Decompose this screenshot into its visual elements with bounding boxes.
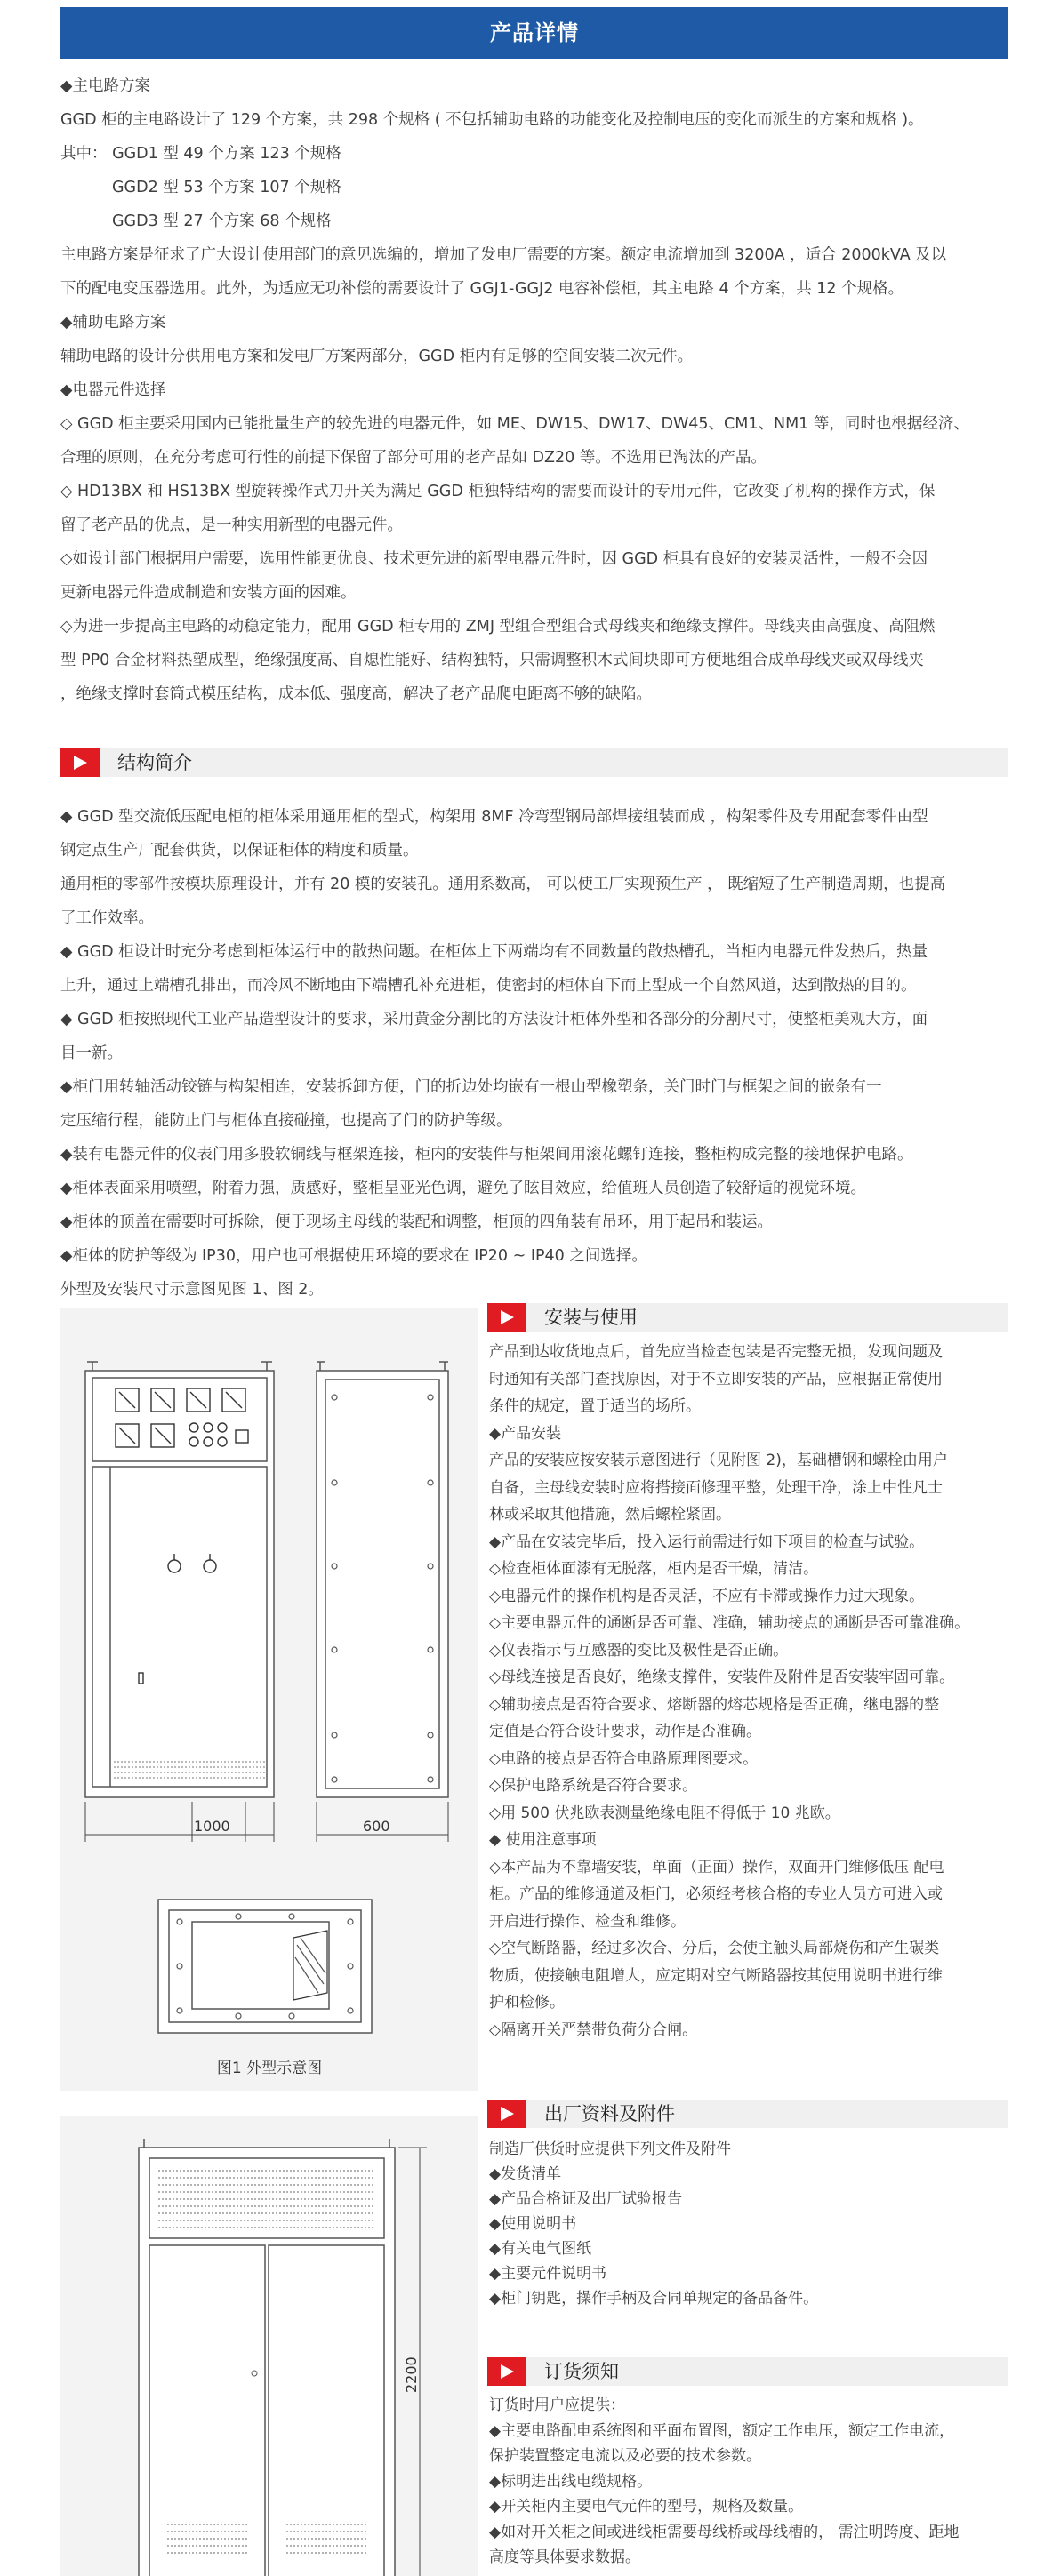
text-line: ◆主要元件说明书 [489, 2265, 607, 2283]
section-header-structure [60, 748, 1008, 777]
text-line: ◆装有电器元件的仪表门用多股软铜线与框架连接，柜内的安装件与柜架间用滚花螺钉连接，整柜构成完整的接地保护电路。 [60, 1146, 913, 1164]
text-line: 留了老产品的优点，是一种实用新型的电器元件。 [60, 516, 403, 534]
text-line: ◆柜体表面采用喷塑，附着力强，质感好，整柜呈亚光色调，避免了眩目效应，给值班人员创造了较舒适的视觉环境。 [60, 1180, 866, 1197]
text-line: GGD 柜的主电路设计了 129 个方案，共 298 个规格 ( 不包括辅助电路的功能变化及控制电压的变化而派生的方案和规格 )。 [60, 111, 924, 129]
text-line: ◇ GGD 柜主要采用国内已能批量生产的较先进的电器元件，如 ME、DW15、DW17、DW45、CM1、NM1 等，同时也根据经济、 [60, 415, 969, 433]
order-section [489, 2393, 1010, 2571]
text-line: ◇保护电路系统是否符合要求。 [489, 1777, 698, 1795]
text-line: 制造厂供货时应提供下列文件及附件 [489, 2140, 731, 2158]
text-line: 林或采取其他措施，然后螺栓紧固。 [489, 1506, 731, 1524]
text-line: ◇电路的接点是否符合电路原理图要求。 [489, 1749, 759, 1768]
page-title: 产品详情 [60, 7, 1008, 59]
text-line: 型 PP0 合金材料热塑成型，绝缘强度高、自熄性能好、结构独特，只需调整积木式间块即可方便地组合成单母线夹或双母线夹 [60, 652, 924, 669]
text-line: ◆开关柜内主要电气元件的型号，规格及数量。 [489, 2498, 804, 2516]
section-title: 结构简介 [117, 752, 192, 773]
factory-section [489, 2137, 1010, 2311]
play-icon [487, 2357, 526, 2386]
text-line: 钢定点生产厂配套供货，以保证柜体的精度和质量。 [60, 842, 419, 860]
text-line: ◇母线连接是否良好，绝缘支撑件，安装件及附件是否安装牢固可靠。 [489, 1668, 955, 1686]
text-line: ◇辅助接点是否符合要求、熔断器的熔芯规格是否正确，继电器的整 [489, 1695, 940, 1714]
text-line: ◆主电路方案 [60, 77, 150, 95]
intro-section [60, 69, 1008, 711]
section-title: 出厂资料及附件 [544, 2103, 675, 2124]
text-line: 更新电器元件造成制造和安装方面的困难。 [60, 584, 357, 602]
text-line: 主电路方案是征求了广大设计使用部门的意见选编的，增加了发电厂需要的方案。额定电流增加到 3200A ，适合 2000kVA 及以 [60, 246, 947, 264]
figure-1 [60, 1308, 478, 2091]
text-line: ◆ GGD 柜设计时充分考虑到柜体运行中的散热问题。在柜体上下两端均有不同数量的散热槽孔，当柜内电器元件发热后，热量 [60, 943, 928, 961]
text-line: ◇电器元件的操作机构是否灵活，不应有卡滞或操作力过大现象。 [489, 1587, 925, 1605]
text-line: ◆主要电路配电系统图和平面布置图，额定工作电压，额定工作电流， [489, 2421, 955, 2440]
text-line: ◆柜门用转轴活动铰链与构架相连，安装拆卸方便，门的折边处均嵌有一根山型橡塑条，关门时门与框架之间的嵌条有一 [60, 1078, 882, 1096]
text-line: 辅助电路的设计分供用电方案和发电厂方案两部分，GGD 柜内有足够的空间安装二次元件。 [60, 348, 694, 365]
text-line: 高度等具体要求数据。 [489, 2548, 640, 2566]
play-icon [487, 2100, 526, 2128]
text-line: ◆柜体的顶盖在需要时可拆除，便于现场主母线的装配和调整，柜顶的四角装有吊环，用于起吊和装运。 [60, 1213, 773, 1231]
text-line: 订货时用户应提供： [489, 2396, 625, 2414]
section-title: 安装与使用 [544, 1307, 638, 1328]
text-line: ◇用 500 伏兆欧表测量绝缘电阻不得低于 10 兆欧。 [489, 1804, 840, 1822]
text-line: 外型及安装尺寸示意图见图 1、图 2。 [60, 1281, 324, 1299]
text-line: 上升，通过上端槽孔排出，而冷风不断地由下端槽孔补充进柜，使密封的柜体自下而上型成一个自然风道，达到散热的目的。 [60, 977, 917, 995]
text-line: ◆使用说明书 [489, 2215, 577, 2233]
text-line: 保护装置整定电流以及必要的技术参数。 [489, 2447, 761, 2465]
text-line: 开启进行操作、检查和维修。 [489, 1912, 686, 1931]
text-line: ◇隔离开关严禁带负荷分合闸。 [489, 2020, 698, 2039]
text-line: 下的配电变压器选用。此外，为适应无功补偿的需要设计了 GGJ1-GGJ2 电容补偿柜，其主电路 4 个方案，共 12 个规格。 [60, 280, 904, 298]
structure-section [60, 800, 1008, 1307]
text-line: ◆ GGD 型交流低压配电柜的柜体采用通用柜的型式，构架用 8MF 冷弯型钢局部焊接组装而成 ，构架零件及专用配套零件由型 [60, 808, 928, 826]
text-line: ◇检查柜体面漆有无脱落，柜内是否干燥，清洁。 [489, 1560, 819, 1578]
text-line: 合理的原则，在充分考虑可行性的前提下保留了部分可用的老产品如 DZ20 等。不选用已淘汰的产品。 [60, 449, 767, 467]
text-line: 条件的规定，置于适当的场所。 [489, 1397, 701, 1415]
text-line: ◆产品安装 [489, 1424, 562, 1443]
dimension-width: 1000 [194, 1818, 230, 1835]
figure-1-caption: 图1 外型示意图 [216, 2060, 323, 2077]
text-line: ◇如设计部门根据用户需要，选用性能更优良、技术更先进的新型电器元件时，因 GGD 柜具有良好的安装灵活性，一般不会因 [60, 550, 928, 568]
text-line: 护和检修。 [489, 1994, 565, 2012]
text-line: ◆产品合格证及出厂试验报告 [489, 2190, 683, 2208]
text-line: ◆柜体的防护等级为 IP30，用户也可根据使用环境的要求在 IP20 ~ IP40 之间选择。 [60, 1247, 647, 1265]
text-line: ◇为进一步提高主电路的动稳定能力，配用 GGD 柜专用的 ZMJ 型组合型组合式母线夹和绝缘支撑件。母线夹由高强度、高阻燃 [60, 618, 936, 636]
text-line: ◆如对开关柜之间或进线柜需要母线桥或母线槽的， 需注明跨度、距地 [489, 2523, 960, 2541]
text-line: GGD2 型 53 个方案 107 个规格 [112, 179, 341, 196]
text-line: ◆有关电气图纸 [489, 2240, 592, 2258]
text-line: ◇本产品为不靠墙安装，单面（正面）操作，双面开门维修低压 配电 [489, 1858, 944, 1876]
text-line: 时通知有关部门查找原因，对于不立即安装的产品，应根据正常使用 [489, 1370, 943, 1388]
install-section [489, 1339, 1010, 2044]
text-line: ，绝缘支撑时套筒式模压结构，成本低、强度高，解决了老产品爬电距离不够的缺陷。 [60, 685, 652, 703]
text-line: ◇ HD13BX 和 HS13BX 型旋转操作式刀开关为满足 GGD 柜独特结构的需要而设计的专用元件，它改变了机构的操作方式，保 [60, 483, 936, 500]
text-line: 产品到达收货地点后，首先应当检查包装是否完整无损，发现问题及 [489, 1343, 943, 1361]
figure-2 [60, 2116, 478, 2576]
text-line: 通用柜的零部件按模块原理设计，并有 20 模的安装孔。通用系数高， 可以使工厂实现预生产 ， 既缩短了生产制造周期，也提高 [60, 876, 946, 893]
text-line: 目一新。 [60, 1044, 123, 1062]
text-line: ◆辅助电路方案 [60, 314, 166, 332]
text-line: ◆电器元件选择 [60, 381, 166, 399]
section-header-factory [487, 2100, 1008, 2128]
dimension-depth: 600 [363, 1818, 390, 1835]
text-line: 定压缩行程，能防止门与柜体直接碰撞，也提高了门的防护等级。 [60, 1112, 512, 1130]
section-header-install [487, 1303, 1008, 1332]
text-line: 其中： GGD1 型 49 个方案 123 个规格 [60, 145, 341, 163]
text-line: 自备，主母线安装时应将搭接面修理平整，处理干净，涂上中性凡士 [489, 1478, 943, 1497]
play-icon [60, 748, 100, 777]
text-line: ◆发货清单 [489, 2165, 562, 2183]
text-line: ◇主要电器元件的通断是否可靠、准确，辅助接点的通断是否可靠准确。 [489, 1614, 970, 1632]
text-line: ◆ 使用注意事项 [489, 1831, 597, 1849]
text-line: 产品的安装应按安装示意图进行（见附图 2)，基础槽钢和螺栓由用户 [489, 1452, 948, 1469]
text-line: 物质，使接触电阻增大，应定期对空气断路器按其使用说明书进行维 [489, 1966, 943, 1985]
text-line: ◇仪表指示与互感器的变比及极性是否正确。 [489, 1641, 789, 1660]
play-icon [487, 1303, 526, 1332]
text-line: 柜。产品的维修通道及柜门，必须经考核合格的专业人员方可进入或 [489, 1885, 943, 1903]
dimension-height: 2200 [403, 2356, 420, 2393]
section-header-order [487, 2357, 1008, 2386]
text-line: ◆柜门钥匙，操作手柄及合同单规定的备品备件。 [489, 2290, 819, 2308]
text-line: ◆标明进出线电缆规格。 [489, 2472, 653, 2491]
text-line: 定值是否符合设计要求，动作是否准确。 [489, 1723, 761, 1740]
text-line: ◆产品在安装完毕后，投入运行前需进行如下项目的检查与试验。 [489, 1532, 925, 1551]
cabinet-front-drawing [60, 2116, 478, 2576]
text-line: ◇空气断路器，经过多次合、分后，会使主触头局部烧伤和产生碳类 [489, 1940, 940, 1957]
text-line: ◆ GGD 柜按照现代工业产品造型设计的要求，采用黄金分割比的方法设计柜体外型和各部分的分割尺寸，使整柜美观大方，面 [60, 1011, 928, 1028]
cabinet-outline-drawing [60, 1308, 478, 2091]
text-line: GGD3 型 27 个方案 68 个规格 [112, 212, 332, 230]
section-title: 订货须知 [544, 2361, 619, 2382]
text-line: 了工作效率。 [60, 909, 154, 927]
